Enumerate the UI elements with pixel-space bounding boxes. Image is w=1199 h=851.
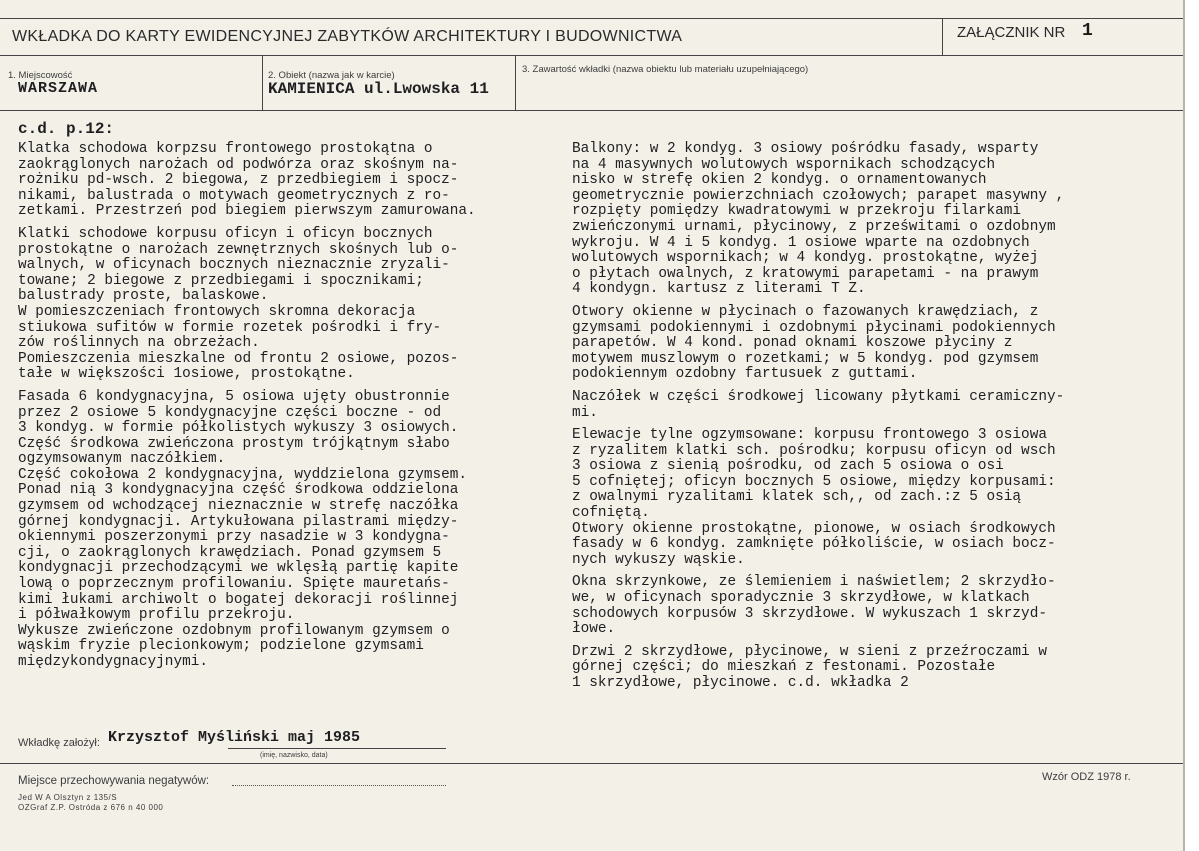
text-line: 3 kondyg. w formie półkolistych wykuszy 3 osiowych. [18, 420, 459, 437]
text-line: Naczółek w części środkowej licowany płytkami ceramiczny- [572, 388, 1065, 405]
paragraph [18, 227, 476, 383]
content-label: 3. Zawartość wkładki (nazwa obiektu lub materiału uzupełniającego) [522, 64, 809, 75]
place-label: 1. Miejscowość [8, 70, 73, 81]
object-value: KAMIENICA ul.Lwowska 11 [268, 80, 489, 98]
annex-number: 1 [1082, 21, 1093, 41]
field-divider-2 [515, 55, 516, 110]
annex-divider [942, 18, 943, 55]
text-line: Część środkowa zwieńczona prostym trójkątnym słabo [18, 435, 450, 452]
text-line: górnej kondygnacji. Artykułowana pilastrami między- [18, 513, 459, 530]
text-line: 4 kondygn. kartusz z literami T Z. [572, 281, 866, 298]
text-line: 1 skrzydłowe, płycinowe. c.d. wkładka 2 [572, 675, 909, 691]
text-line: zwieńczonymi urnami, płycinowy, z prześwitami o ozdobnym [572, 218, 1056, 235]
text-line: nisko w strefę okien 2 kondyg. o ornamentowanych [572, 172, 987, 189]
paragraph [572, 305, 1064, 383]
text-line: kimi łukami archiwolt o bogatej dekoracji roślinnej [18, 591, 459, 608]
text-line: Pomieszczenia mieszkalne od frontu 2 osiowe, pozos- [18, 350, 459, 367]
right-column-text [572, 142, 1064, 699]
text-line: 3 osiowa z sienią pośrodku, od zach 5 osiowa o osi [572, 458, 1004, 475]
text-line: fasady w 6 kondyg. zamknięte półkoliście, w osiach bocz- [572, 536, 1056, 553]
form-code: Wzór ODZ 1978 r. [1042, 771, 1131, 783]
text-line: 5 cofniętej; oficyn bocznych 5 osiowe, między korpusami: [572, 473, 1056, 490]
paragraph [18, 142, 476, 220]
paragraph [18, 390, 476, 671]
author-underline [228, 748, 446, 749]
author-label: Wkładkę założył: [18, 737, 100, 749]
text-line: Fasada 6 kondygnacyjna, 5 osiowa ujęty obustronnie [18, 388, 450, 405]
print-info-line-1: Jed W A Olsztyn z 135/S [18, 793, 118, 802]
paragraph [572, 390, 1064, 421]
text-line: balustrady proste, balaskowe. [18, 288, 269, 305]
text-line: nych wykuszy wąskie. [572, 551, 745, 568]
text-line: międzykondygnacyjnymi. [18, 654, 208, 670]
text-line: z owalnymi ryzalitami klatek sch,, od zach.:z 5 osią [572, 489, 1022, 506]
text-line: łowe. [572, 621, 616, 638]
text-line: Okna skrzynkowe, ze ślemieniem i naświetlem; 2 skrzydło- [572, 574, 1056, 591]
text-line: cji, o zaokrąglonych krawędziach. Ponad gzymsem 5 [18, 544, 442, 561]
continuation-label: c.d. p.12: [18, 120, 115, 138]
text-line: Balkony: w 2 kondyg. 3 osiowy pośródku fasady, wsparty [572, 141, 1039, 157]
text-line: i półwałkowym profilu przekroju. [18, 607, 295, 624]
text-line: zów roślinnych na obrzeżach. [18, 335, 260, 352]
text-line: nikami, balustrada o motywach geometrycznych z ro- [18, 187, 450, 204]
negatives-label: Miejsce przechowywania negatywów: [18, 775, 210, 787]
text-line: rożniku pd-wsch. 2 biegowa, z przedbiegiem i spocz- [18, 172, 459, 189]
text-line: W pomieszczeniach frontowych skromna dekoracja [18, 303, 416, 320]
text-line: przez 2 osiowe 5 kondygnacyjne części boczne - od [18, 404, 442, 421]
left-column-text [18, 142, 476, 678]
text-line: gzymsami podokiennymi i ozdobnymi płycinami podokiennych [572, 319, 1056, 336]
author-value: Krzysztof Myśliński maj 1985 [108, 729, 361, 746]
text-line: zaokrąglonych narożach od podwórza oraz skośnym na- [18, 156, 459, 173]
text-line: na 4 masywnych wolutowych wspornikach schodzących [572, 156, 996, 173]
text-line: tałe w większości 1osiowe, prostokątne. [18, 366, 355, 383]
text-line: cofniętą. [572, 505, 650, 522]
field-divider-1 [262, 55, 263, 110]
text-line: z ryzalitem klatki sch. pośrodku; korpusu oficyn od wsch [572, 442, 1056, 459]
paragraph [572, 142, 1064, 298]
text-line: stiukowa sufitów w formie rozetek pośrodki i fry- [18, 319, 442, 336]
text-line: parapetów. W 4 kond. ponad oknami koszowe płyciny z [572, 335, 1013, 352]
author-note: (imię, nazwisko, data) [260, 752, 328, 759]
print-info-line-2: OZGraf Z.P. Ostróda z 676 n 40 000 [18, 803, 164, 812]
text-line: Wykusze zwieńczone ozdobnym profilowanym gzymsem o [18, 622, 450, 639]
text-line: we, w oficynach sporadycznie 3 skrzydłowe, w klatkach [572, 590, 1030, 607]
text-line: mi. [572, 404, 598, 421]
text-line: Drzwi 2 skrzydłowe, płycinowe, w sieni z przeźroczami w [572, 643, 1047, 660]
fields-rule [0, 110, 1183, 111]
text-line: schodowych korpusów 3 skrzydłowe. W wykuszach 1 skrzyd- [572, 605, 1047, 622]
text-line: towane; 2 biegowe z przedbiegami i spocznikami; [18, 272, 424, 289]
text-line: okiennymi poszerzonymi przy nasadzie w 3 kondygna- [18, 529, 450, 546]
text-line: motywem muszlowym o rozetkami; w 5 kondyg. pod gzymsem [572, 350, 1039, 367]
paragraph [572, 645, 1064, 692]
place-value: WARSZAWA [18, 80, 99, 97]
text-line: o płytach owalnych, z kratowymi parapetami - na prawym [572, 265, 1039, 282]
text-line: ogzymsowanym naczółkiem. [18, 451, 226, 468]
text-line: Ponad nią 3 kondygnacyjna część środkowa oddzielona [18, 482, 459, 499]
text-line: Część cokołowa 2 kondygnacyjna, wyddzielona gzymsem. [18, 466, 468, 483]
text-line: wąskim fryzie plecionkowym; podzielone gzymsami [18, 638, 424, 655]
object-label: 2. Obiekt (nazwa jak w karcie) [268, 70, 395, 81]
paragraph [572, 575, 1064, 637]
text-line: zetkami. Przestrzeń pod biegiem pierwszym zamurowana. [18, 203, 476, 220]
text-line: geometrycznie powierzchniach czołowych; parapet masywny , [572, 187, 1065, 204]
header-rule [0, 55, 1183, 56]
text-line: rozpięty pomiędzy kwadratowymi w przekroju filarkami [572, 203, 1022, 220]
text-line: Otwory okienne w płycinach o fazowanych krawędziach, z [572, 303, 1039, 320]
text-line: walnych, w oficynach bocznych nieznacznie zryzali- [18, 257, 450, 274]
text-line: podokiennym ozdobny fartusuek z guttami. [572, 366, 918, 383]
text-line: Klatka schodowa korpzsu frontowego prostokątna o [18, 141, 433, 157]
paragraph [572, 428, 1064, 568]
text-line: Elewacje tylne ogzymsowane: korpusu frontowego 3 osiowa [572, 427, 1047, 444]
text-line: Klatki schodowe korpusu oficyn i oficyn bocznych [18, 225, 433, 242]
annex-label: ZAŁĄCZNIK NR [957, 24, 1066, 41]
text-line: lową o poprzecznym profilowaniu. Spięte mauretańs- [18, 576, 450, 593]
text-line: Otwory okienne prostokątne, pionowe, w osiach środkowych [572, 520, 1056, 537]
text-line: górnej części; do mieszkań z festonami. Pozostałe [572, 659, 996, 676]
text-line: wolutowych wspornikach; w 4 kondyg. prostokątne, wyżej [572, 250, 1039, 267]
negatives-underline [232, 785, 446, 786]
text-line: prostokątne o narożach zewnętrznych skośnych lub o- [18, 241, 459, 258]
top-rule [0, 18, 1183, 19]
form-title: WKŁADKA DO KARTY EWIDENCYJNEJ ZABYTKÓW ARCHITEKTURY I BUDOWNICTWA [12, 28, 683, 45]
scan-edge [1186, 0, 1199, 851]
text-line: wykroju. W 4 i 5 kondyg. 1 osiowe wparte na ozdobnych [572, 234, 1030, 251]
text-line: gzymsem od wchodzącej nieznacznie w strefę naczółka [18, 498, 459, 515]
text-line: kondygnacji przechodzącymi we wklęsłą partię kapite [18, 560, 459, 577]
footer-rule [0, 763, 1183, 764]
